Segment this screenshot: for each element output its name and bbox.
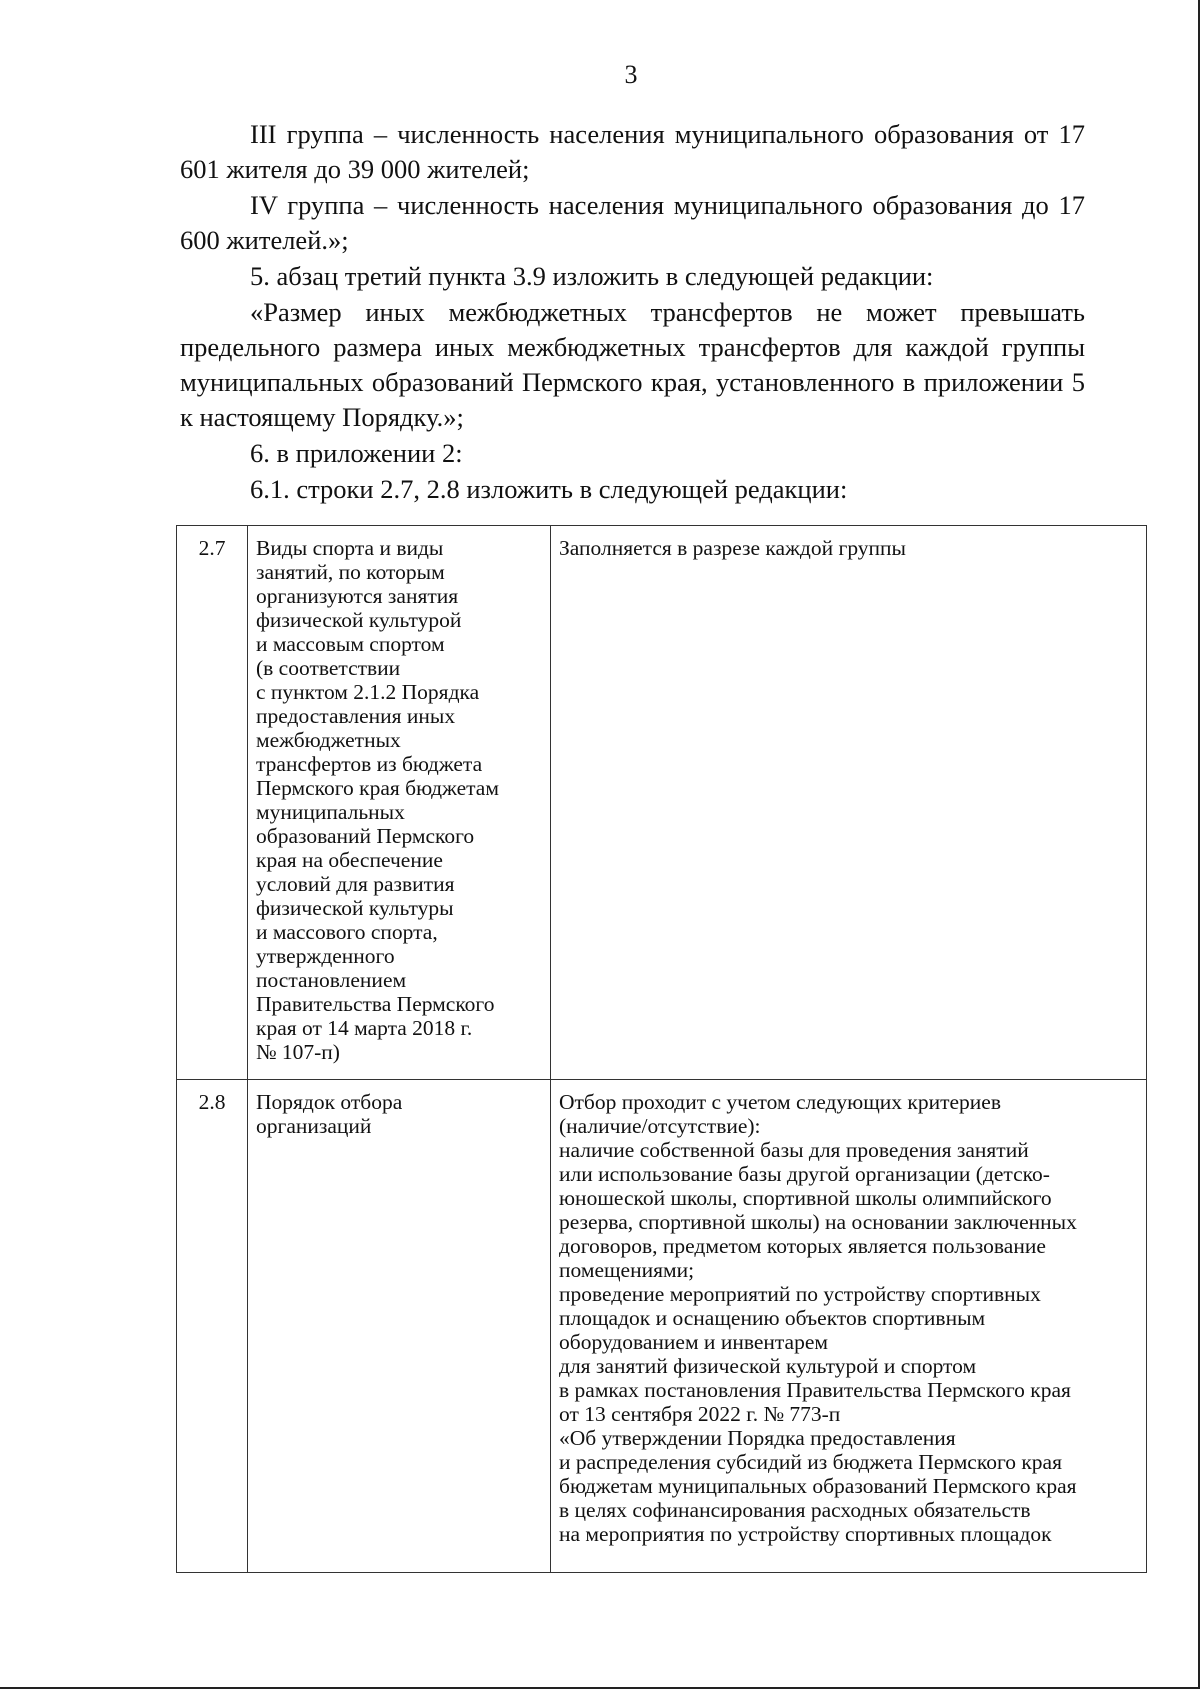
- cell-line: в целях софинансирования расходных обязательств: [559, 1498, 1031, 1522]
- table-row: [177, 1080, 1147, 1573]
- cell-line: и распределения субсидий из бюджета Пермского края: [559, 1450, 1062, 1474]
- cell-line: договоров, предметом которых является пользование: [559, 1234, 1046, 1258]
- cell-line: в рамках постановления Правительства Пермского края: [559, 1378, 1071, 1402]
- cell-line: Заполняется в разрезе каждой группы: [559, 536, 906, 560]
- row-name-cell: [248, 526, 551, 1080]
- cell-line: организуются занятия: [256, 584, 459, 608]
- cell-line: бюджетам муниципальных образований Пермского края: [559, 1474, 1077, 1498]
- cell-line: и массовым спортом: [256, 632, 445, 656]
- row-description-cell: [551, 526, 1147, 1080]
- row-description-cell: [551, 1080, 1147, 1573]
- cell-line: помещениями;: [559, 1258, 695, 1282]
- cell-line: Отбор проходит с учетом следующих критериев: [559, 1090, 1001, 1114]
- cell-line: физической культурой: [256, 608, 462, 632]
- cell-line: для занятий физической культурой и спортом: [559, 1354, 977, 1378]
- cell-line: от 13 сентября 2022 г. № 773-п: [559, 1402, 841, 1426]
- document-body: [180, 117, 1085, 508]
- paragraph-quote-transfers: «Размер иных межбюджетных трансфертов не может превышать предельного размера иных межбюджетных трансфертов для каждой группы муниципальных образований Пермского края, установленного в приложении 5 к настоящему Порядку.»;: [180, 297, 1085, 432]
- cell-line: Пермского края бюджетам: [256, 776, 499, 800]
- paragraph-item-6: 6. в приложении 2:: [250, 438, 463, 468]
- cell-line: юношеской школы, спортивной школы олимпийского: [559, 1186, 1052, 1210]
- cell-line: образований Пермского: [256, 824, 475, 848]
- row-number-cell: 2.7: [177, 526, 248, 1080]
- cell-line: и массового спорта,: [256, 920, 438, 944]
- cell-line: резерва, спортивной школы) на основании заключенных: [559, 1210, 1077, 1234]
- cell-line: Порядок отбора: [256, 1090, 403, 1114]
- cell-line: № 107-п): [256, 1040, 340, 1064]
- cell-line: на мероприятия по устройству спортивных площадок: [559, 1522, 1052, 1546]
- page-number: 3: [624, 60, 638, 89]
- cell-line: или использование базы другой организации (детско-: [559, 1162, 1050, 1186]
- amendment-table: [176, 525, 1147, 1573]
- cell-line: Правительства Пермского: [256, 992, 495, 1016]
- cell-line: с пунктом 2.1.2 Порядка: [256, 680, 480, 704]
- cell-line: трансфертов из бюджета: [256, 752, 483, 776]
- cell-line: условий для развития: [256, 872, 455, 896]
- cell-line: межбюджетных: [256, 728, 401, 752]
- cell-line: постановлением: [256, 968, 407, 992]
- cell-line: края от 14 марта 2018 г.: [256, 1016, 473, 1040]
- cell-line: края на обеспечение: [256, 848, 443, 872]
- paragraph-group-4: IV группа – численность населения муниципального образования до 17 600 жителей.»;: [180, 190, 1085, 255]
- cell-line: «Об утверждении Порядка предоставления: [559, 1426, 956, 1450]
- row-number-cell: 2.8: [177, 1080, 248, 1573]
- cell-line: утвержденного: [256, 944, 395, 968]
- cell-line: занятий, по которым: [256, 560, 445, 584]
- table-row: [177, 526, 1147, 1080]
- cell-line: наличие собственной базы для проведения занятий: [559, 1138, 1029, 1162]
- cell-line: проведение мероприятий по устройству спортивных: [559, 1282, 1041, 1306]
- paragraph-group-3: III группа – численность населения муниципального образования от 17 601 жителя до 39 000 жителей;: [180, 119, 1085, 184]
- cell-line: (в соответствии: [256, 656, 401, 680]
- cell-line: предоставления иных: [256, 704, 456, 728]
- cell-line: (наличие/отсутствие):: [559, 1114, 761, 1138]
- row-name-cell: [248, 1080, 551, 1573]
- paragraph-item-6-1: 6.1. строки 2.7, 2.8 изложить в следующей редакции:: [250, 474, 848, 504]
- cell-line: организаций: [256, 1114, 372, 1138]
- paragraph-item-5: 5. абзац третий пункта 3.9 изложить в следующей редакции:: [250, 261, 934, 291]
- cell-line: физической культуры: [256, 896, 454, 920]
- cell-line: муниципальных: [256, 800, 405, 824]
- cell-line: оборудованием и инвентарем: [559, 1330, 829, 1354]
- cell-line: Виды спорта и виды: [256, 536, 444, 560]
- cell-line: площадок и оснащению объектов спортивным: [559, 1306, 986, 1330]
